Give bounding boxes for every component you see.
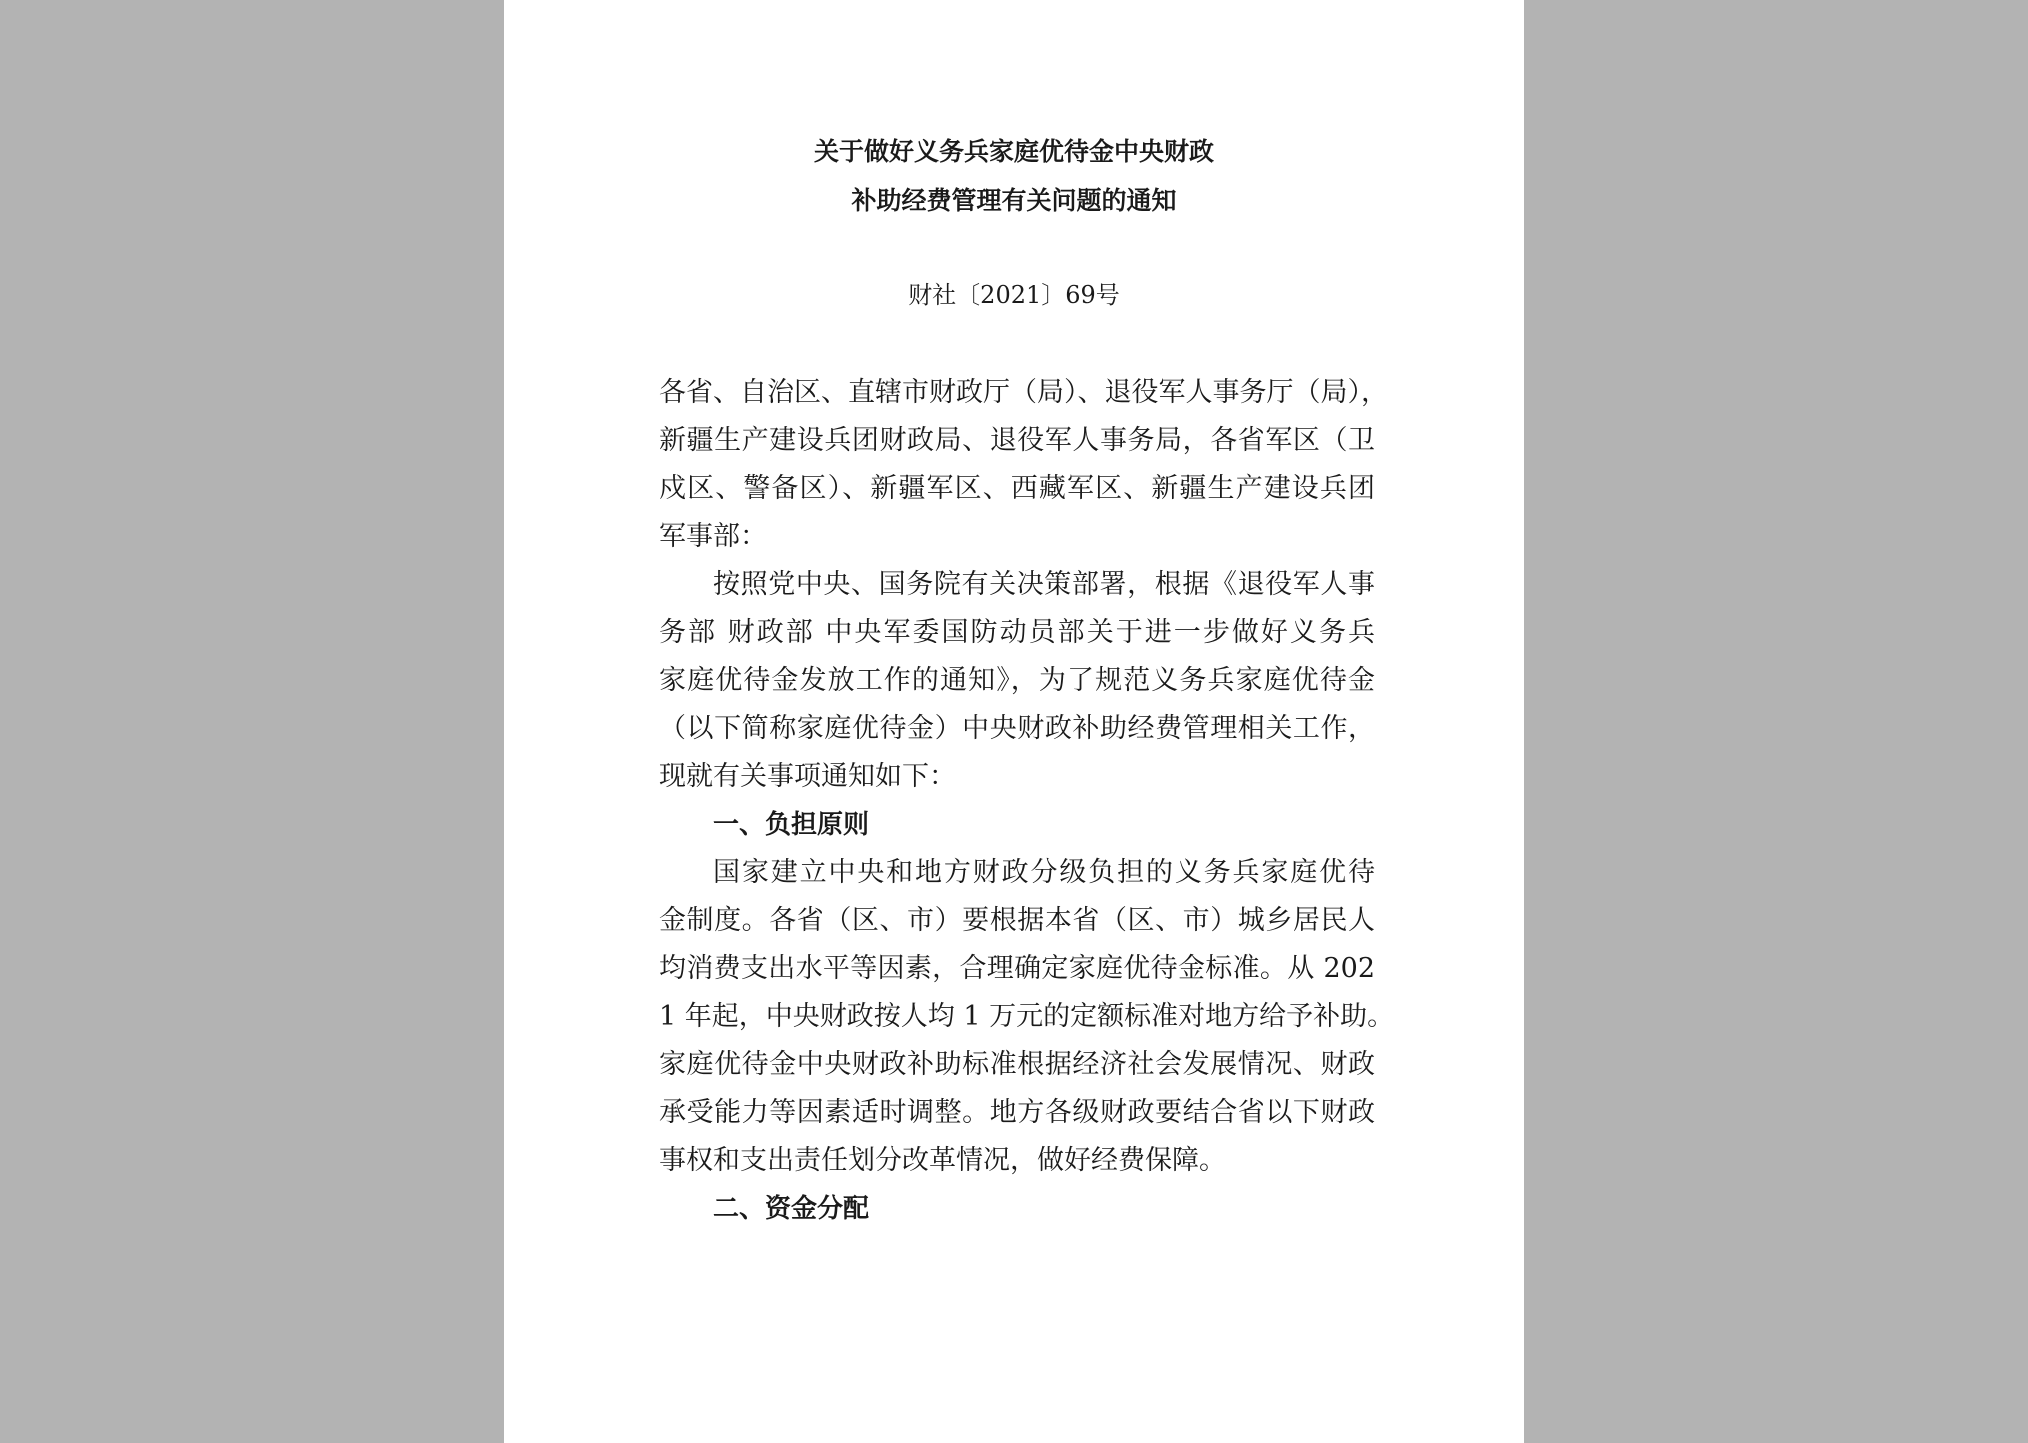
section-heading-2: 二、资金分配 <box>713 1194 870 1224</box>
body-line: （以下简称家庭优待金）中央财政补助经费管理相关工作， <box>659 713 1375 744</box>
addressee-line: 各省、自治区、直辖市财政厅（局）、退役军人事务厅（局）， <box>659 377 1388 408</box>
section-heading-1: 一、负担原则 <box>713 810 870 840</box>
addressee-line: 军事部： <box>659 521 767 552</box>
body-line: 国家建立中央和地方财政分级负担的义务兵家庭优待 <box>713 857 1375 888</box>
body-line: 金制度。各省（区、市）要根据本省（区、市）城乡居民人 <box>659 905 1375 936</box>
body-line: 承受能力等因素适时调整。地方各级财政要结合省以下财政 <box>659 1097 1375 1128</box>
document-title-line-1: 关于做好义务兵家庭优待金中央财政 <box>813 137 1214 166</box>
body-line: 事权和支出责任划分改革情况，做好经费保障。 <box>659 1145 1226 1176</box>
body-line: 务部 财政部 中央军委国防动员部关于进一步做好义务兵 <box>659 617 1375 648</box>
body-line: 现就有关事项通知如下： <box>659 761 956 792</box>
body-line: 均消费支出水平等因素，合理确定家庭优待金标准。从 202 <box>659 953 1375 984</box>
body-line: 家庭优待金中央财政补助标准根据经济社会发展情况、财政 <box>659 1049 1375 1080</box>
document-title-line-2: 补助经费管理有关问题的通知 <box>851 186 1177 215</box>
addressee-line: 新疆生产建设兵团财政局、退役军人事务局，各省军区（卫 <box>659 425 1375 456</box>
body-line: 按照党中央、国务院有关决策部署，根据《退役军人事 <box>713 569 1375 600</box>
body-line: 家庭优待金发放工作的通知》，为了规范义务兵家庭优待金 <box>659 665 1375 696</box>
addressee-line: 戍区、警备区）、新疆军区、西藏军区、新疆生产建设兵团 <box>659 473 1375 504</box>
document-page <box>504 0 1524 1443</box>
document-number: 财社〔2021〕69号 <box>908 281 1120 309</box>
body-line: 1 年起，中央财政按人均 1 万元的定额标准对地方给予补助。 <box>659 1001 1395 1032</box>
